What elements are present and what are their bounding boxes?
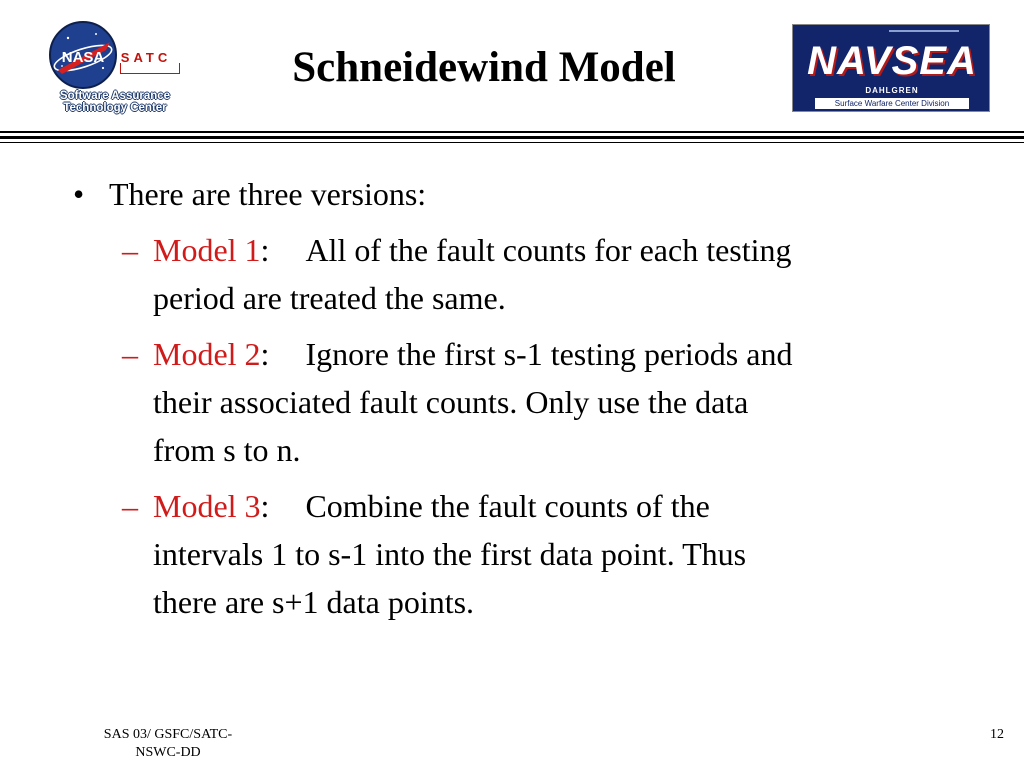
model-3-line3: there are s+1 data points. xyxy=(153,584,475,620)
model-2-text: Ignore the first s-1 testing periods and xyxy=(305,336,793,372)
dash-marker: – xyxy=(122,488,138,524)
model-2-line2: their associated fault counts. Only use the data xyxy=(153,384,749,420)
header-divider xyxy=(0,136,1024,139)
navsea-location: DAHLGREN xyxy=(865,86,919,95)
dash-marker: – xyxy=(122,336,138,372)
navsea-streak xyxy=(889,30,959,32)
bullet-marker: • xyxy=(73,176,85,212)
footer-source-line2: NSWC-DD xyxy=(135,745,201,760)
footer-source-line1: SAS 03/ GSFC/SATC- xyxy=(103,727,233,742)
satc-bracket xyxy=(120,63,180,74)
model-1-line1 xyxy=(153,226,953,274)
model-colon: : xyxy=(260,488,270,524)
model-1-label: Model 1 xyxy=(153,232,261,268)
model-3-line1 xyxy=(153,482,953,530)
header-divider xyxy=(0,131,1024,133)
model-3-line2: intervals 1 to s-1 into the first data point. Thus xyxy=(153,536,747,572)
dash-marker: – xyxy=(122,232,138,268)
svg-text:NASA: NASA xyxy=(61,49,105,66)
model-colon: : xyxy=(260,232,270,268)
model-colon: : xyxy=(260,336,270,372)
model-2-line1 xyxy=(153,330,953,378)
slide-title: Schneidewind Model xyxy=(292,44,676,91)
nasa-logo-line2: Technology Center xyxy=(63,102,167,114)
model-1-line2: period are treated the same. xyxy=(153,280,506,316)
satc-label: SATC xyxy=(120,50,172,65)
nasa-logo-line1: Software Assurance xyxy=(59,90,171,102)
nasa-seal-icon xyxy=(48,20,118,90)
footer-source xyxy=(88,726,248,762)
model-1-text: All of the fault counts for each testing xyxy=(305,232,792,268)
model-3-label: Model 3 xyxy=(153,488,261,524)
page-number: 12 xyxy=(990,727,1004,742)
model-2-line3: from s to n. xyxy=(153,432,301,468)
header-divider xyxy=(0,142,1024,143)
model-2-label: Model 2 xyxy=(153,336,261,372)
navsea-division: Surface Warfare Center Division xyxy=(815,98,969,109)
nasa-satc-logo xyxy=(48,18,182,118)
navsea-wordmark: NAVSEA xyxy=(807,39,977,83)
model-3-text: Combine the fault counts of the xyxy=(305,488,710,524)
bullet-text: There are three versions: xyxy=(109,176,427,212)
navsea-logo xyxy=(792,24,990,112)
